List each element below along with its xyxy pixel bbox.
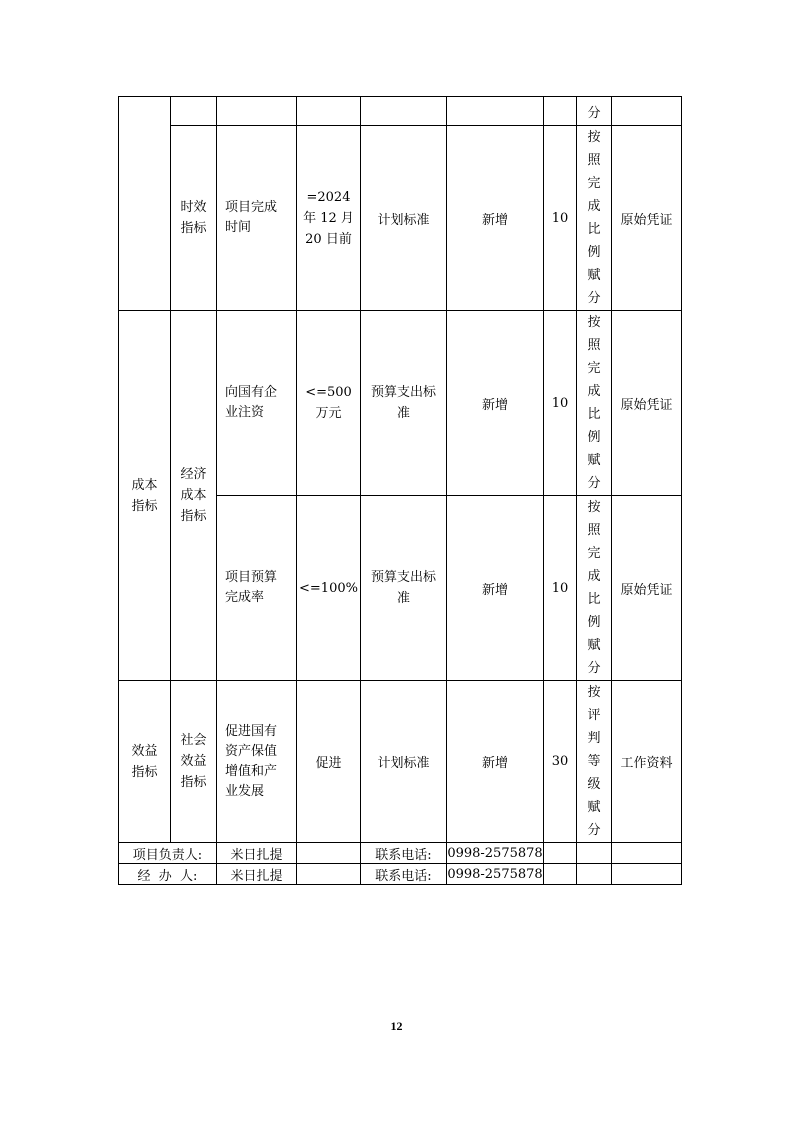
text-char: 赋 <box>587 453 601 468</box>
standard-cell <box>361 311 447 496</box>
target-value-cell: <=100% <box>297 496 361 681</box>
text-char: 分 <box>587 476 601 491</box>
text-line: 成本 <box>131 477 158 493</box>
table-cell <box>171 97 217 126</box>
signature-name-cell: 米日扎提 <box>217 864 297 885</box>
signature-label-cell: 经 办 人: <box>119 864 217 885</box>
text-line: 成本 <box>180 488 207 503</box>
table-cell <box>361 97 447 126</box>
performance-table <box>118 96 682 885</box>
scoring-method-cell <box>577 681 612 843</box>
signature-label-cell: 项目负责人: <box>119 843 217 864</box>
indicator-name-cell <box>217 311 297 496</box>
source-cell: 新增 <box>447 681 544 843</box>
text-char: 例 <box>587 430 601 445</box>
signature-row-handler <box>119 864 682 885</box>
text-char: 完 <box>587 361 601 376</box>
text-line: 社会 <box>180 733 207 748</box>
table-cell <box>297 97 361 126</box>
evidence-cell: 原始凭证 <box>612 126 682 311</box>
text-line: 增值和产 <box>225 763 278 779</box>
text-char: 分 <box>587 661 601 676</box>
table-row-benefit <box>119 681 682 843</box>
evidence-cell: 原始凭证 <box>612 496 682 681</box>
text-line: 准 <box>396 591 410 606</box>
text-line: <=500 <box>305 385 352 400</box>
text-char: 完 <box>587 546 601 561</box>
text-char: 分 <box>587 291 601 306</box>
score-cell: 10 <box>544 126 577 311</box>
source-cell: 新增 <box>447 496 544 681</box>
phone-number-cell: 0998-2575878 <box>447 843 544 864</box>
page-number: 12 <box>390 1019 403 1033</box>
standard-cell <box>361 496 447 681</box>
text-char: 按 <box>587 500 601 515</box>
text-line: 准 <box>396 406 410 421</box>
text-line: 项目预算 <box>225 570 278 585</box>
scoring-method-cell <box>577 97 612 126</box>
target-value-cell: 促进 <box>297 681 361 843</box>
text-line: 指标 <box>131 498 158 514</box>
score-cell: 30 <box>544 681 577 843</box>
text-line: 预算支出标 <box>370 385 436 400</box>
text-line: 资产保值 <box>225 743 278 759</box>
standard-cell: 计划标准 <box>361 126 447 311</box>
indicator-name-cell <box>217 681 297 843</box>
text-line: 指标 <box>131 764 158 780</box>
text-char: 赋 <box>587 800 601 815</box>
text-char: 级 <box>587 777 601 792</box>
text-line: 万元 <box>315 406 342 421</box>
text-line: 业发展 <box>225 783 265 799</box>
score-cell: 10 <box>544 311 577 496</box>
text-char: 等 <box>587 754 601 769</box>
text-line: 促进国有 <box>225 723 278 739</box>
text-char: 按 <box>587 315 601 330</box>
table-cell <box>217 97 297 126</box>
text-char: 成 <box>587 384 601 399</box>
evidence-cell: 原始凭证 <box>612 311 682 496</box>
secondary-indicator-cell <box>171 681 217 843</box>
text-char: 例 <box>587 615 601 630</box>
score-cell: 10 <box>544 496 577 681</box>
source-cell: 新增 <box>447 311 544 496</box>
text-char: 照 <box>587 523 601 538</box>
table-cell <box>612 843 682 864</box>
signature-name-cell: 米日扎提 <box>217 843 297 864</box>
text-line: 预算支出标 <box>370 570 436 585</box>
phone-number-cell: 0998-2575878 <box>447 864 544 885</box>
text-line: 时间 <box>225 220 252 235</box>
text-line: 业注资 <box>225 405 265 420</box>
scoring-method-cell <box>577 496 612 681</box>
text-char: 照 <box>587 153 601 168</box>
secondary-indicator-cell <box>171 126 217 311</box>
text-line: 效益 <box>180 754 207 769</box>
primary-indicator-cell <box>119 311 171 681</box>
table-row-investment <box>119 311 682 496</box>
table-row-timeliness <box>119 126 682 311</box>
phone-label-cell: 联系电话: <box>361 843 447 864</box>
text-char: 比 <box>587 222 601 237</box>
text-char: 比 <box>587 592 601 607</box>
text-line: 指标 <box>180 509 207 524</box>
primary-indicator-cell-empty <box>119 97 171 311</box>
text-line: 指标 <box>180 775 207 790</box>
text-char: 完 <box>587 176 601 191</box>
text-line: 完成率 <box>225 590 265 605</box>
text-char: 例 <box>587 245 601 260</box>
text-char: 按 <box>587 130 601 145</box>
text-line: 经济 <box>180 467 207 482</box>
table-cell <box>297 843 361 864</box>
table-cell <box>612 864 682 885</box>
standard-cell: 计划标准 <box>361 681 447 843</box>
text-line: 时效 <box>180 200 207 215</box>
text-line: 项目完成 <box>225 200 278 215</box>
table-cell <box>297 864 361 885</box>
table-cell <box>544 864 577 885</box>
primary-indicator-cell <box>119 681 171 843</box>
signature-row-responsible <box>119 843 682 864</box>
text-line: 指标 <box>180 221 207 236</box>
target-value-cell <box>297 126 361 311</box>
indicator-name-cell <box>217 126 297 311</box>
text-char: 比 <box>587 407 601 422</box>
text-line: =2024 <box>306 189 351 205</box>
text-line: 向国有企 <box>225 385 278 400</box>
scoring-method-cell <box>577 311 612 496</box>
text-char: 照 <box>587 338 601 353</box>
text-char: 成 <box>587 569 601 584</box>
indicator-name-cell <box>217 496 297 681</box>
secondary-indicator-cell <box>171 311 217 681</box>
target-value-cell <box>297 311 361 496</box>
table-row-continuation <box>119 97 682 126</box>
text-line: 效益 <box>131 743 158 759</box>
text-char: 成 <box>587 199 601 214</box>
text-char: 按 <box>587 685 601 700</box>
phone-label-cell: 联系电话: <box>361 864 447 885</box>
table-cell <box>612 97 682 126</box>
text-line: 年 12 月 <box>303 210 354 226</box>
table-cell <box>577 864 612 885</box>
text-char: 判 <box>587 731 601 746</box>
scoring-method-fragment: 分 <box>587 105 601 121</box>
text-line: 20 日前 <box>305 231 352 247</box>
text-char: 赋 <box>587 268 601 283</box>
scoring-method-cell <box>577 126 612 311</box>
table-cell <box>544 843 577 864</box>
text-char: 赋 <box>587 638 601 653</box>
text-char: 分 <box>587 823 601 838</box>
table-cell <box>577 843 612 864</box>
source-cell: 新增 <box>447 126 544 311</box>
evidence-cell: 工作资料 <box>612 681 682 843</box>
table-cell <box>447 97 544 126</box>
table-cell <box>544 97 577 126</box>
text-char: 评 <box>587 708 601 723</box>
